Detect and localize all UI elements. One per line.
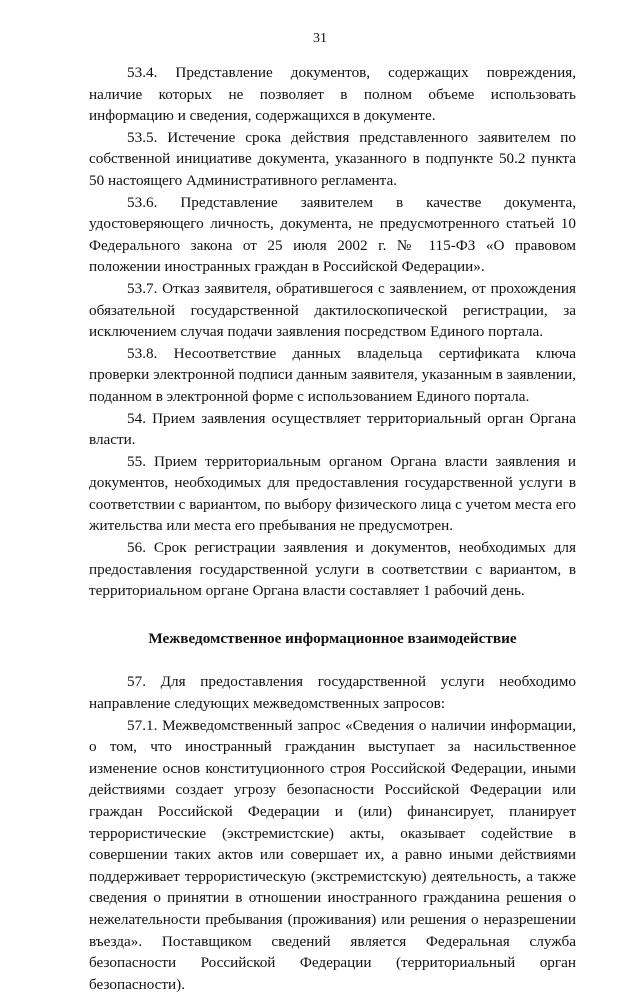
paragraph-56: 56. Срок регистрации заявления и документов, необходимых для предоставления государственной услуги в соответствии с вариантом, в территориальном органе Органа власти составляет 1 рабочий день. [89, 539, 576, 600]
paragraph-53-6: 53.6. Представление заявителем в качестве документа, удостоверяющего личность, документа, не предусмотренного статьей 10 Федерального закона от 25 июля 2002 г. № 115-ФЗ «О правовом положении иностранных граждан в Российской Федерации». [89, 193, 576, 276]
page-number: 31 [313, 31, 327, 46]
paragraph-53-8: 53.8. Несоответствие данных владельца сертификата ключа проверки электронной подписи данным заявителя, указанным в заявлении, поданном в электронной форме с использованием Единого портала. [89, 344, 576, 405]
paragraph-57: 57. Для предоставления государственной услуги необходимо направление следующих межведомственных запросов: [89, 673, 576, 713]
paragraph-53-7: 53.7. Отказ заявителя, обратившегося с заявлением, от прохождения обязательной государственной дактилоскопической регистрации, за исключением случая подачи заявления посредством Единого портала. [89, 279, 576, 341]
paragraph-54: 54. Прием заявления осуществляет территориальный орган Органа власти. [89, 409, 576, 449]
paragraph-53-4: 53.4. Представление документов, содержащих повреждения, наличие которых не позволяет в полном объеме использовать информацию и сведения, содержащихся в документе. [89, 64, 576, 125]
paragraph-55: 55. Прием территориальным органом Органа власти заявления и документов, необходимых для предоставления государственной услуги в соответствии с вариантом, по выбору физического лица с учетом места его жительства или места его пребывания не предусмотрен. [89, 452, 576, 535]
document-body [89, 62, 576, 995]
paragraph-53-5: 53.5. Истечение срока действия представленного заявителем по собственной инициативе документа, указанного в подпункте 50.2 пункта 50 настоящего Административного регламента. [89, 128, 576, 189]
section-heading: Межведомственное информационное взаимодействие [148, 629, 517, 647]
paragraph-57-1: 57.1. Межведомственный запрос «Сведения о наличии информации, о том, что иностранный гражданин выступает за насильственное изменение основ конституционного строя Российской Федерации, иными действиями создает угрозу безопасности Российской Федерации или граждан Российской Федерации и (или) финансирует, планирует террористические (экстремистские) акты, оказывает содействие в совершении таких актов или совершает их, а равно иными действиями поддерживает террористическую (экстремистскую) деятельность, а также сведения о принятии в отношении иностранного гражданина решения о нежелательности пребывания (проживания) или решения о неразрешении въезда». Поставщиком сведений является Федеральная служба безопасности Российской Федерации (территориальный орган безопасности). [89, 716, 576, 993]
